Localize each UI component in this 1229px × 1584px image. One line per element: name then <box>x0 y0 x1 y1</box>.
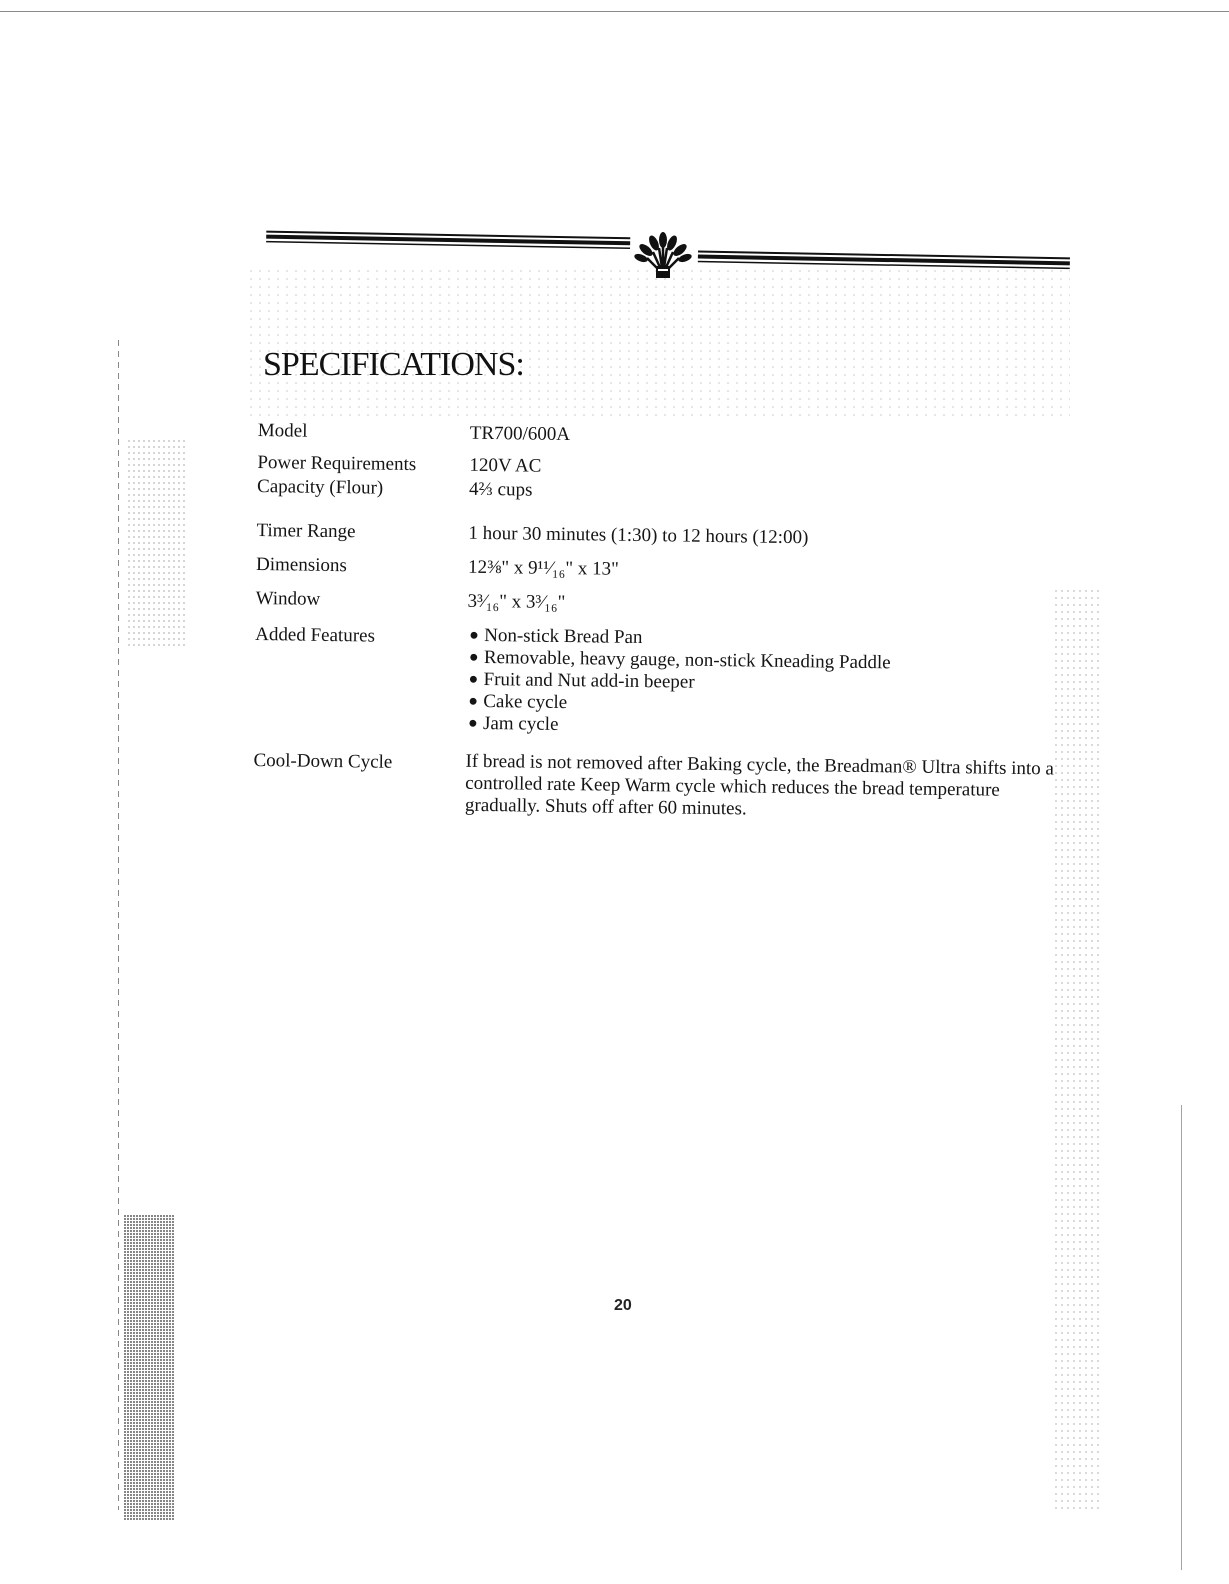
spec-label: Cool-Down Cycle <box>253 749 393 773</box>
feature-text: Non-stick Bread Pan <box>484 624 643 649</box>
spec-label: Model <box>257 419 308 442</box>
feature-text: Fruit and Nut add-in beeper <box>483 668 695 693</box>
cooldown-description: If bread is not removed after Baking cycle, the Breadman® Ultra shifts into a controlled rate Keep Warm cycle which reduces the bread temperature gradually. Shuts off after 60 minutes. <box>464 750 1055 820</box>
wheat-sheaf-icon <box>633 232 693 278</box>
spec-value: 120V AC <box>469 454 542 477</box>
scan-right-margin-line <box>1181 1105 1182 1570</box>
spec-label: Dimensions <box>255 553 347 577</box>
spec-value: 12⅜" x 9¹¹⁄₁₆" x 13" <box>467 556 620 580</box>
spec-value: 1 hour 30 minutes (1:30) to 12 hours (12:00) <box>468 522 809 549</box>
scan-left-margin-line <box>118 340 119 1510</box>
bullet-icon: ● <box>467 714 478 732</box>
feature-text: Removable, heavy gauge, non-stick Kneading Paddle <box>483 646 891 674</box>
feature-list <box>466 625 1076 759</box>
spec-value: 3³⁄₁₆" x 3³⁄₁₆" <box>467 590 566 614</box>
bullet-icon: ● <box>468 670 479 688</box>
bullet-icon: ● <box>469 626 479 644</box>
scan-left-speckle <box>128 440 188 650</box>
feature-text: Cake cycle <box>483 690 568 714</box>
scan-left-shadow <box>124 1215 174 1520</box>
feature-text: Jam cycle <box>482 712 559 735</box>
page-title: SPECIFICATIONS: <box>263 346 524 383</box>
spec-label: Timer Range <box>256 519 356 543</box>
spec-label: Capacity (Flour) <box>256 475 384 499</box>
spec-label: Window <box>255 587 321 610</box>
scan-header-speckle <box>250 270 1070 420</box>
spec-table <box>253 418 1078 825</box>
spec-label: Power Requirements <box>257 451 417 476</box>
bullet-icon: ● <box>468 692 479 710</box>
scan-top-edge <box>0 11 1229 12</box>
spec-value: TR700/600A <box>469 422 571 446</box>
page-number: 20 <box>614 1297 632 1314</box>
spec-row-cooldown <box>253 748 1074 825</box>
header-ornament-rule <box>258 222 1078 282</box>
spec-label: Added Features <box>255 623 376 647</box>
spec-row-features <box>254 622 1076 759</box>
spec-value: 4⅔ cups <box>468 478 533 501</box>
bullet-icon: ● <box>468 648 479 666</box>
